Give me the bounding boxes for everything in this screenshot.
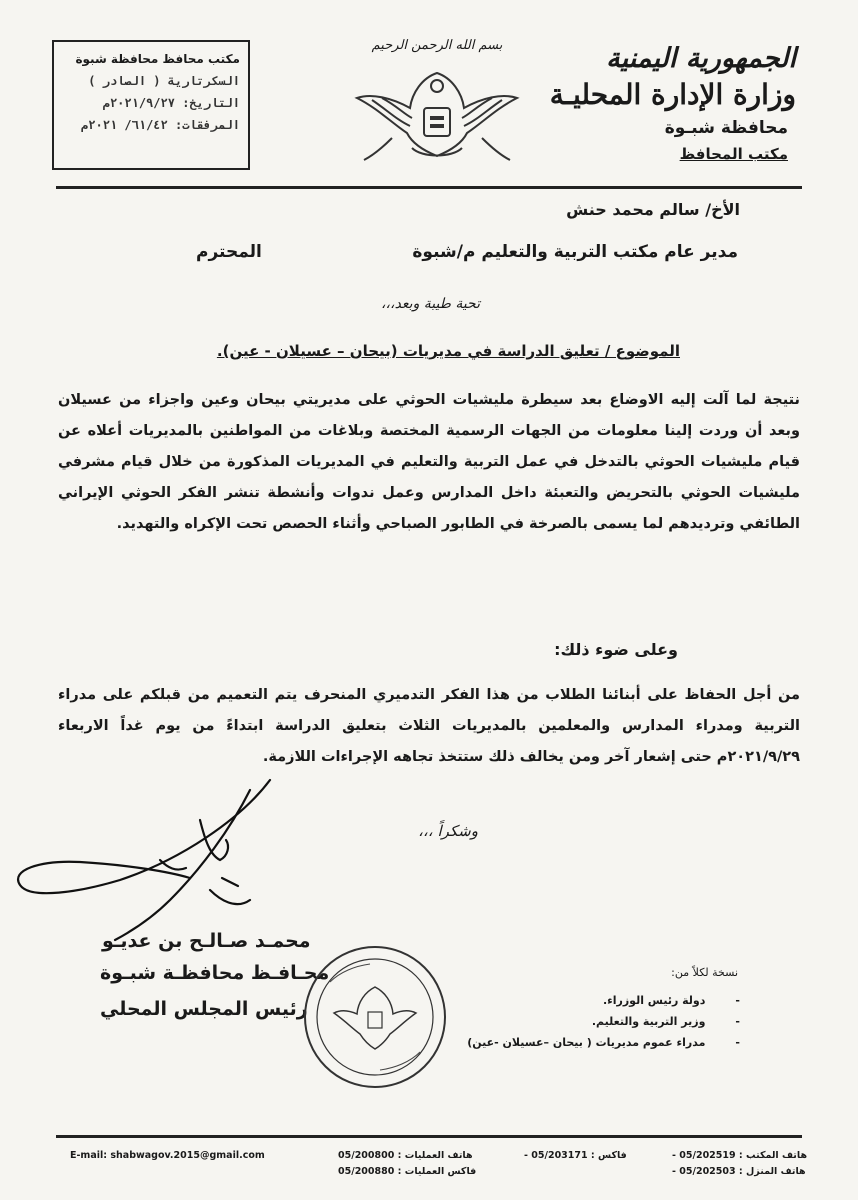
signatory-council-title: رئيس المجلس المحلي — [100, 998, 308, 1020]
body-paragraph-2: من أجل الحفاظ على أبنائنا الطلاب من هذا الفكر التدميري المنحرف يتم التعميم من قبلكم على مدراء التربية ومدراء المدارس والمعلمين بالمديريات الثلاث بتعليق الدراسة ابتداءً من يوم غداً الاربعاء ٢٠٢١/٩/٢٩م حتى إشعار آخر ومن يخالف ذلك ستتخذ تجاهه الإجراءات اللازمة. — [58, 687, 800, 765]
footer-operations-fax: فاكس العمليات : 05/200880 — [338, 1166, 477, 1177]
cc-item: -مدراء عموم مديريات ( بيحان –عسيلان -عين) — [467, 1036, 740, 1049]
letterhead-right — [496, 42, 796, 166]
footer-email: E-mail: shabwagov.2015@gmail.com — [70, 1150, 265, 1161]
greeting: تحية طيبة وبعد،،، — [381, 296, 480, 312]
register-section: السكرتارية ( الصادر ) — [88, 74, 240, 88]
header-divider — [56, 186, 802, 189]
outgoing-register-box — [52, 40, 250, 170]
subject-line: الموضوع / تعليق الدراسة في مديريات (بيحان – عسيلان - عين). — [216, 342, 680, 360]
yemen-eagle-emblem-icon — [352, 38, 522, 168]
cc-item: -دولة رئيس الوزراء. — [602, 994, 740, 1007]
basmala: بسم الله الرحمن الرحيم — [371, 38, 503, 53]
signatory-title: محـافـظ محافظـة شبـوة — [100, 962, 330, 984]
governorate-name: محافظة شبـوة — [664, 118, 788, 138]
footer-office-phone: هاتف المكتب : 05/202519 - — [672, 1150, 808, 1161]
republic-name: الجمهورية اليمنية — [606, 43, 796, 74]
cc-heading: نسخة لكلاً من: — [671, 966, 738, 979]
addressee-name: الأخ/ سالم محمد حنش — [566, 200, 740, 219]
footer-home-phone: هاتف المنزل : 05/202503 - — [672, 1166, 806, 1177]
signatory-name: محمـد صـالـح بن عديـو — [102, 930, 311, 952]
office-name: مكتب المحافظ — [679, 145, 788, 163]
cc-item: -وزير التربية والتعليم. — [591, 1015, 740, 1028]
conclusion-intro: وعلى ضوء ذلك: — [554, 640, 678, 659]
body-paragraph-1: نتيجة لما آلت إليه الاوضاع بعد سيطرة مليشيات الحوثي على مديريتي بيحان وعين واجزاء من عسيلان وبعد أن وردت إلينا معلومات من الجهات الرسمية المختصة وبلاغات من المواطنين بالمديريات أعلاه عن قيام مليشيات الحوثي بالتدخل في عمل التربية والتعليم في المديريات المذكورة من خلال قيام مشرفي مليشيات الحوثي بالتحريض والتعبئة داخل المدارس وعمل ندوات وأنشطة تنشر الفكر الحوثي الإيراني الطائفي وترديدهم لما يسمى بالصرخة في الطابور الصباحي وأثناء الحصص تحت الإكراه والتهديد. — [58, 392, 800, 532]
footer-divider — [56, 1135, 802, 1138]
register-office: مكتب محافظ محافظة شبوة — [75, 52, 240, 66]
ministry-name: وزارة الإدارة المحليـة — [549, 78, 796, 111]
respect-word: المحترم — [196, 242, 262, 262]
register-attachments: المرفقات: ٦١/٤٢/ ٢٠٢١م — [81, 118, 240, 132]
cc-list — [420, 990, 740, 1053]
thanks-line: وشكراً ،،، — [418, 822, 478, 840]
footer-fax: فاكس : 05/203171 - — [524, 1150, 627, 1161]
register-date: التاريخ: ٢٠٢١/٩/٢٧م — [102, 96, 240, 110]
footer-operations-phone: هاتف العمليات : 05/200800 — [338, 1150, 473, 1161]
addressee-title: مدير عام مكتب التربية والتعليم م/شبوة — [412, 242, 738, 262]
